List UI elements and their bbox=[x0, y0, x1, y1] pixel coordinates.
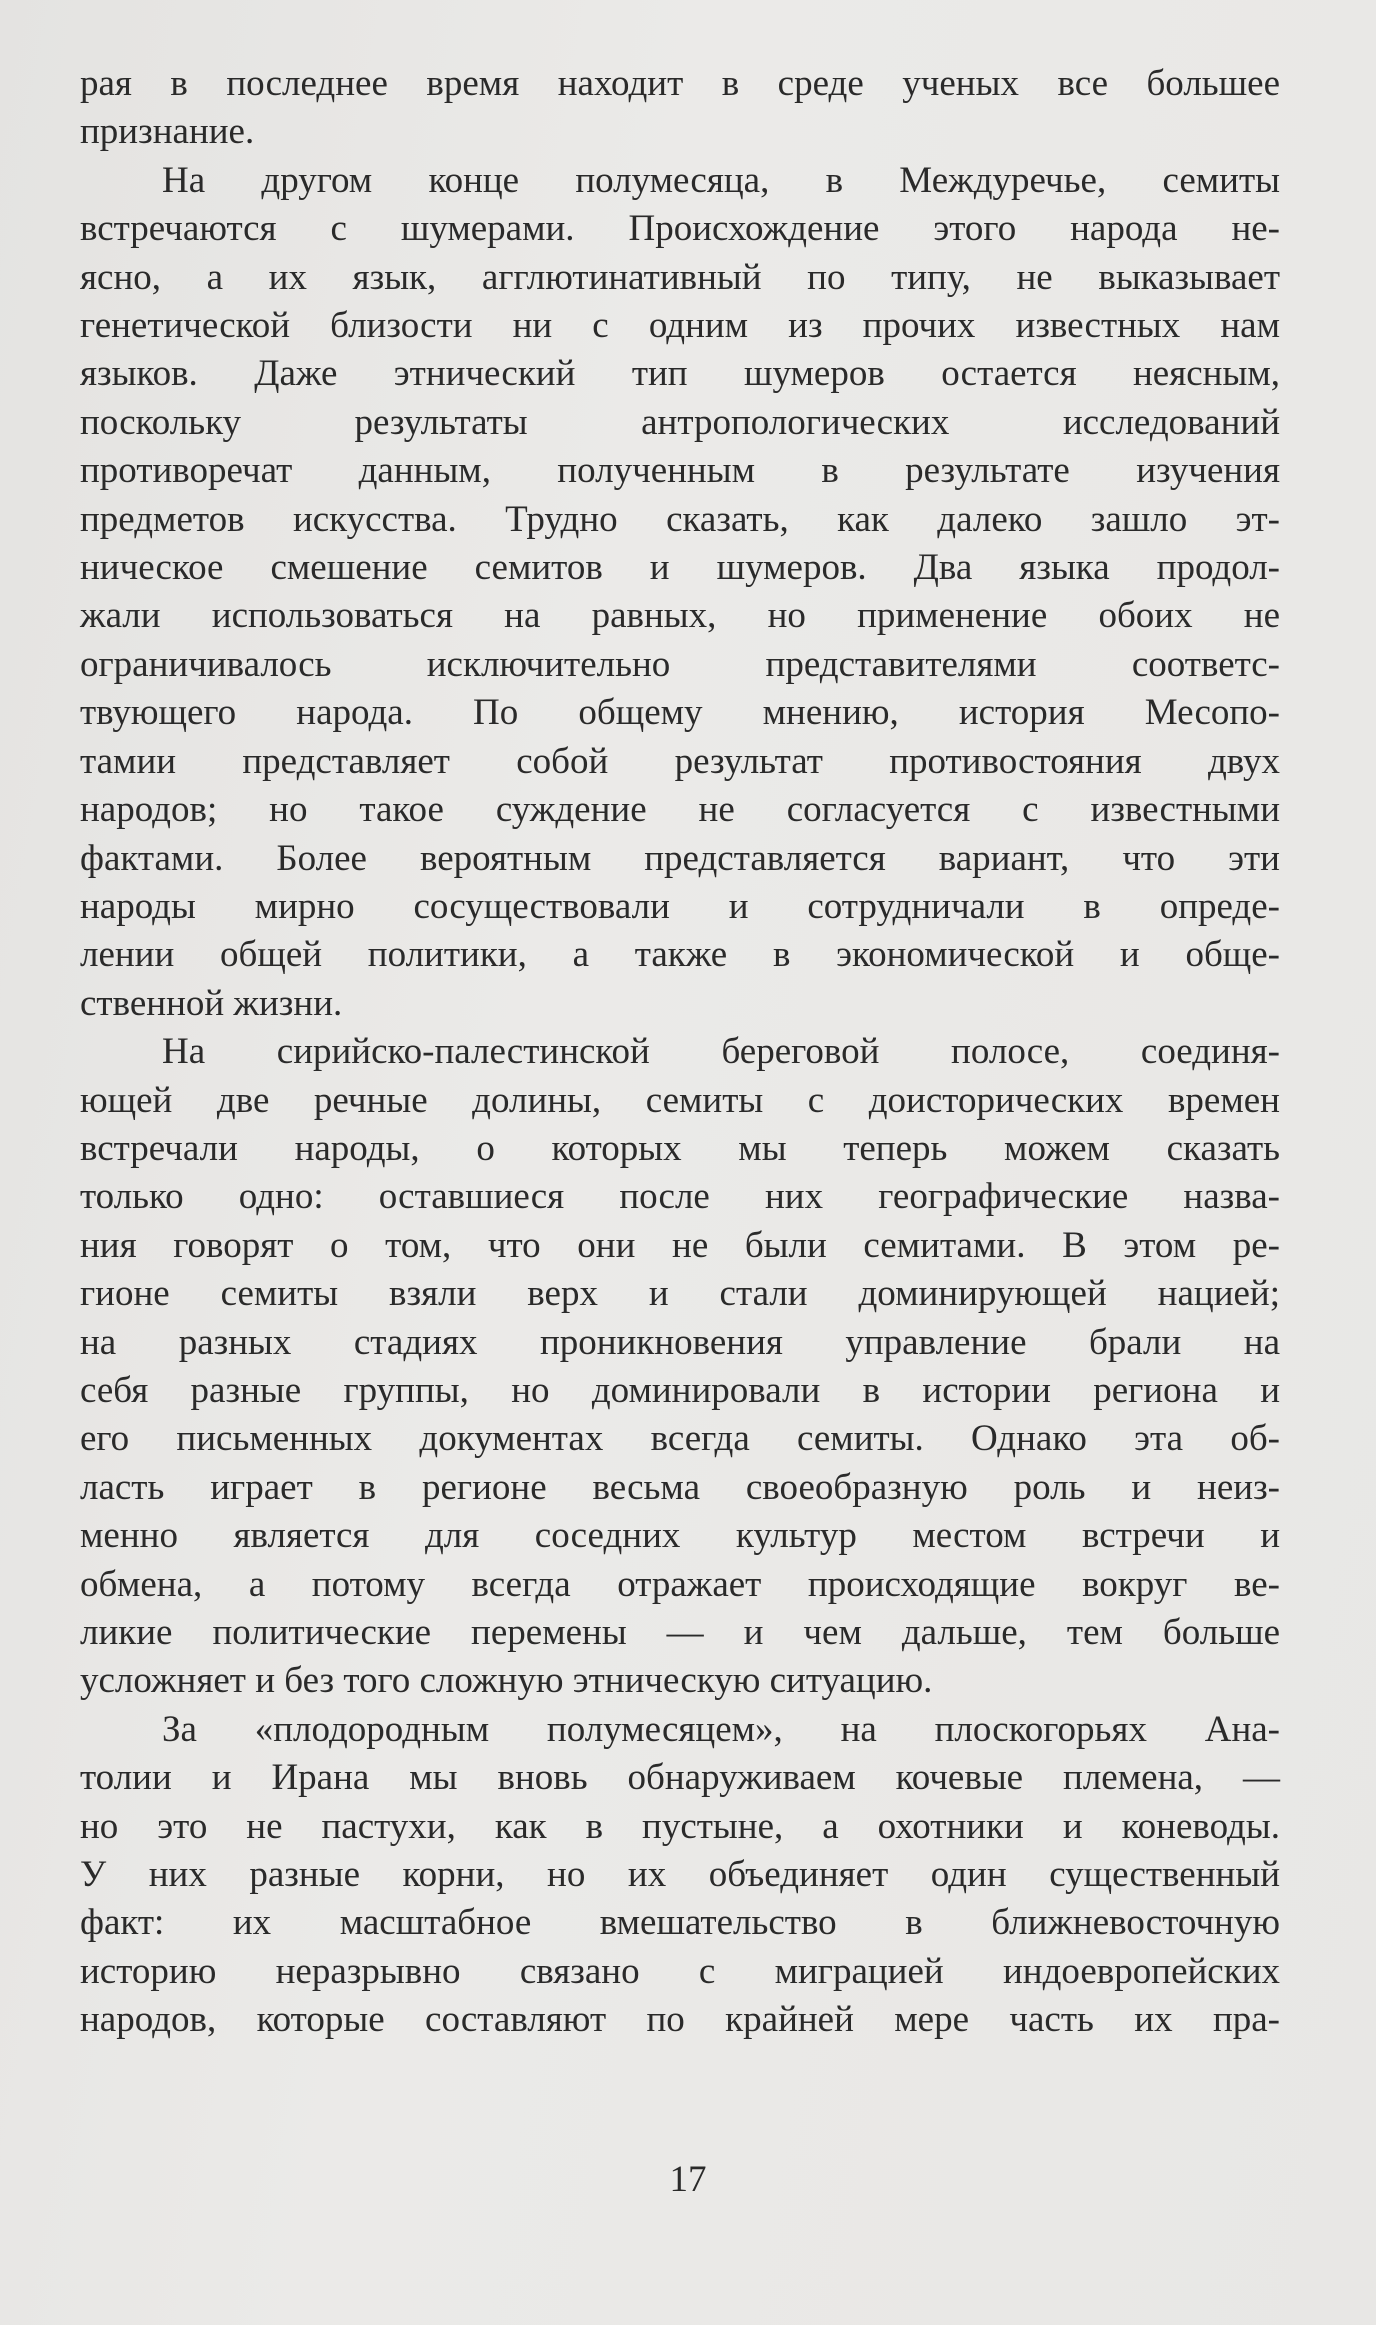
paragraph-syro-palestine bbox=[80, 1028, 1280, 1706]
text-line: На сирийско-палестинской береговой полосе, соединя- bbox=[162, 1031, 1280, 1073]
text-line: признание. bbox=[80, 111, 255, 153]
text-line: поскольку результаты антропологических исследований bbox=[80, 401, 1280, 443]
text-line: ническое смешение семитов и шумеров. Два языка продол- bbox=[80, 547, 1280, 589]
text-line: встречаются с шумерами. Происхождение этого народа не- bbox=[80, 208, 1280, 250]
text-line: фактами. Более вероятным представляется вариант, что эти bbox=[80, 837, 1280, 879]
text-line: генетической близости ни с одним из прочих известных нам bbox=[80, 305, 1280, 347]
text-line: языков. Даже этнический тип шумеров остается неясным, bbox=[80, 353, 1280, 395]
text-line: народы мирно сосуществовали и сотрудничали в опреде- bbox=[80, 885, 1280, 927]
text-line: рая в последнее время находит в среде ученых все большее bbox=[80, 63, 1280, 104]
text-line: ния говорят о том, что они не были семитами. В этом ре- bbox=[80, 1224, 1280, 1266]
text-line: ясно, а их язык, агглютинативный по типу, не выказывает bbox=[80, 256, 1280, 298]
text-line: жали использоваться на равных, но применение обоих не bbox=[80, 595, 1280, 637]
text-line: обмена, а потому всегда отражает происходящие вокруг ве- bbox=[80, 1563, 1280, 1605]
text-line: народов, которые составляют по крайней мере часть их пра- bbox=[80, 1999, 1280, 2041]
text-line: себя разные группы, но доминировали в истории региона и bbox=[80, 1369, 1280, 1411]
paragraph-anatolia-iran bbox=[80, 1706, 1280, 2045]
body-text bbox=[80, 60, 1280, 2045]
page-number: 17 bbox=[669, 2159, 707, 2200]
text-line: его письменных документах всегда семиты. Однако эта об- bbox=[80, 1418, 1280, 1460]
text-line: тамии представляет собой результат противостояния двух bbox=[80, 740, 1280, 782]
text-line: На другом конце полумесяца, в Междуречье, семиты bbox=[162, 159, 1280, 201]
text-line: встречали народы, о которых мы теперь можем сказать bbox=[80, 1127, 1280, 1169]
text-line: У них разные корни, но их объединяет один существенный bbox=[80, 1854, 1280, 1896]
text-line: ственной жизни. bbox=[80, 982, 343, 1024]
text-line: предметов искусства. Трудно сказать, как далеко зашло эт- bbox=[80, 498, 1280, 540]
text-line: ласть играет в регионе весьма своеобразную роль и неиз- bbox=[80, 1466, 1280, 1508]
text-line: факт: их масштабное вмешательство в ближневосточную bbox=[80, 1902, 1280, 1944]
text-line: гионе семиты взяли верх и стали доминирующей нацией; bbox=[80, 1273, 1280, 1315]
paragraph-sumerians bbox=[80, 157, 1280, 1028]
text-line: на разных стадиях проникновения управление брали на bbox=[80, 1321, 1280, 1363]
text-line: ограничивалось исключительно представителями соответс- bbox=[80, 643, 1280, 685]
text-line: народов; но такое суждение не согласуется с известными bbox=[80, 789, 1280, 831]
text-line: За «плодородным полумесяцем», на плоскогорьях Ана- bbox=[162, 1708, 1280, 1750]
text-line: только одно: оставшиеся после них географические назва- bbox=[80, 1176, 1280, 1218]
text-line: но это не пастухи, как в пустыне, а охотники и коневоды. bbox=[80, 1805, 1280, 1847]
text-line: историю неразрывно связано с миграцией индоевропейских bbox=[80, 1950, 1280, 1992]
text-line: противоречат данным, полученным в результате изучения bbox=[80, 450, 1280, 492]
text-line: ликие политические перемены — и чем дальше, тем больше bbox=[80, 1612, 1280, 1653]
text-line: лении общей политики, а также в экономической и обще- bbox=[80, 934, 1280, 976]
text-line: твующего народа. По общему мнению, история Месопо- bbox=[80, 692, 1280, 734]
text-line: толии и Ирана мы вновь обнаруживаем кочевые племена, — bbox=[80, 1757, 1280, 1799]
text-line: менно является для соседних культур местом встречи и bbox=[80, 1515, 1280, 1557]
text-line: усложняет и без того сложную этническую ситуацию. bbox=[80, 1660, 933, 1702]
text-line: ющей две речные долины, семиты с доисторических времен bbox=[80, 1079, 1280, 1121]
paragraph-continuation bbox=[80, 60, 1280, 157]
